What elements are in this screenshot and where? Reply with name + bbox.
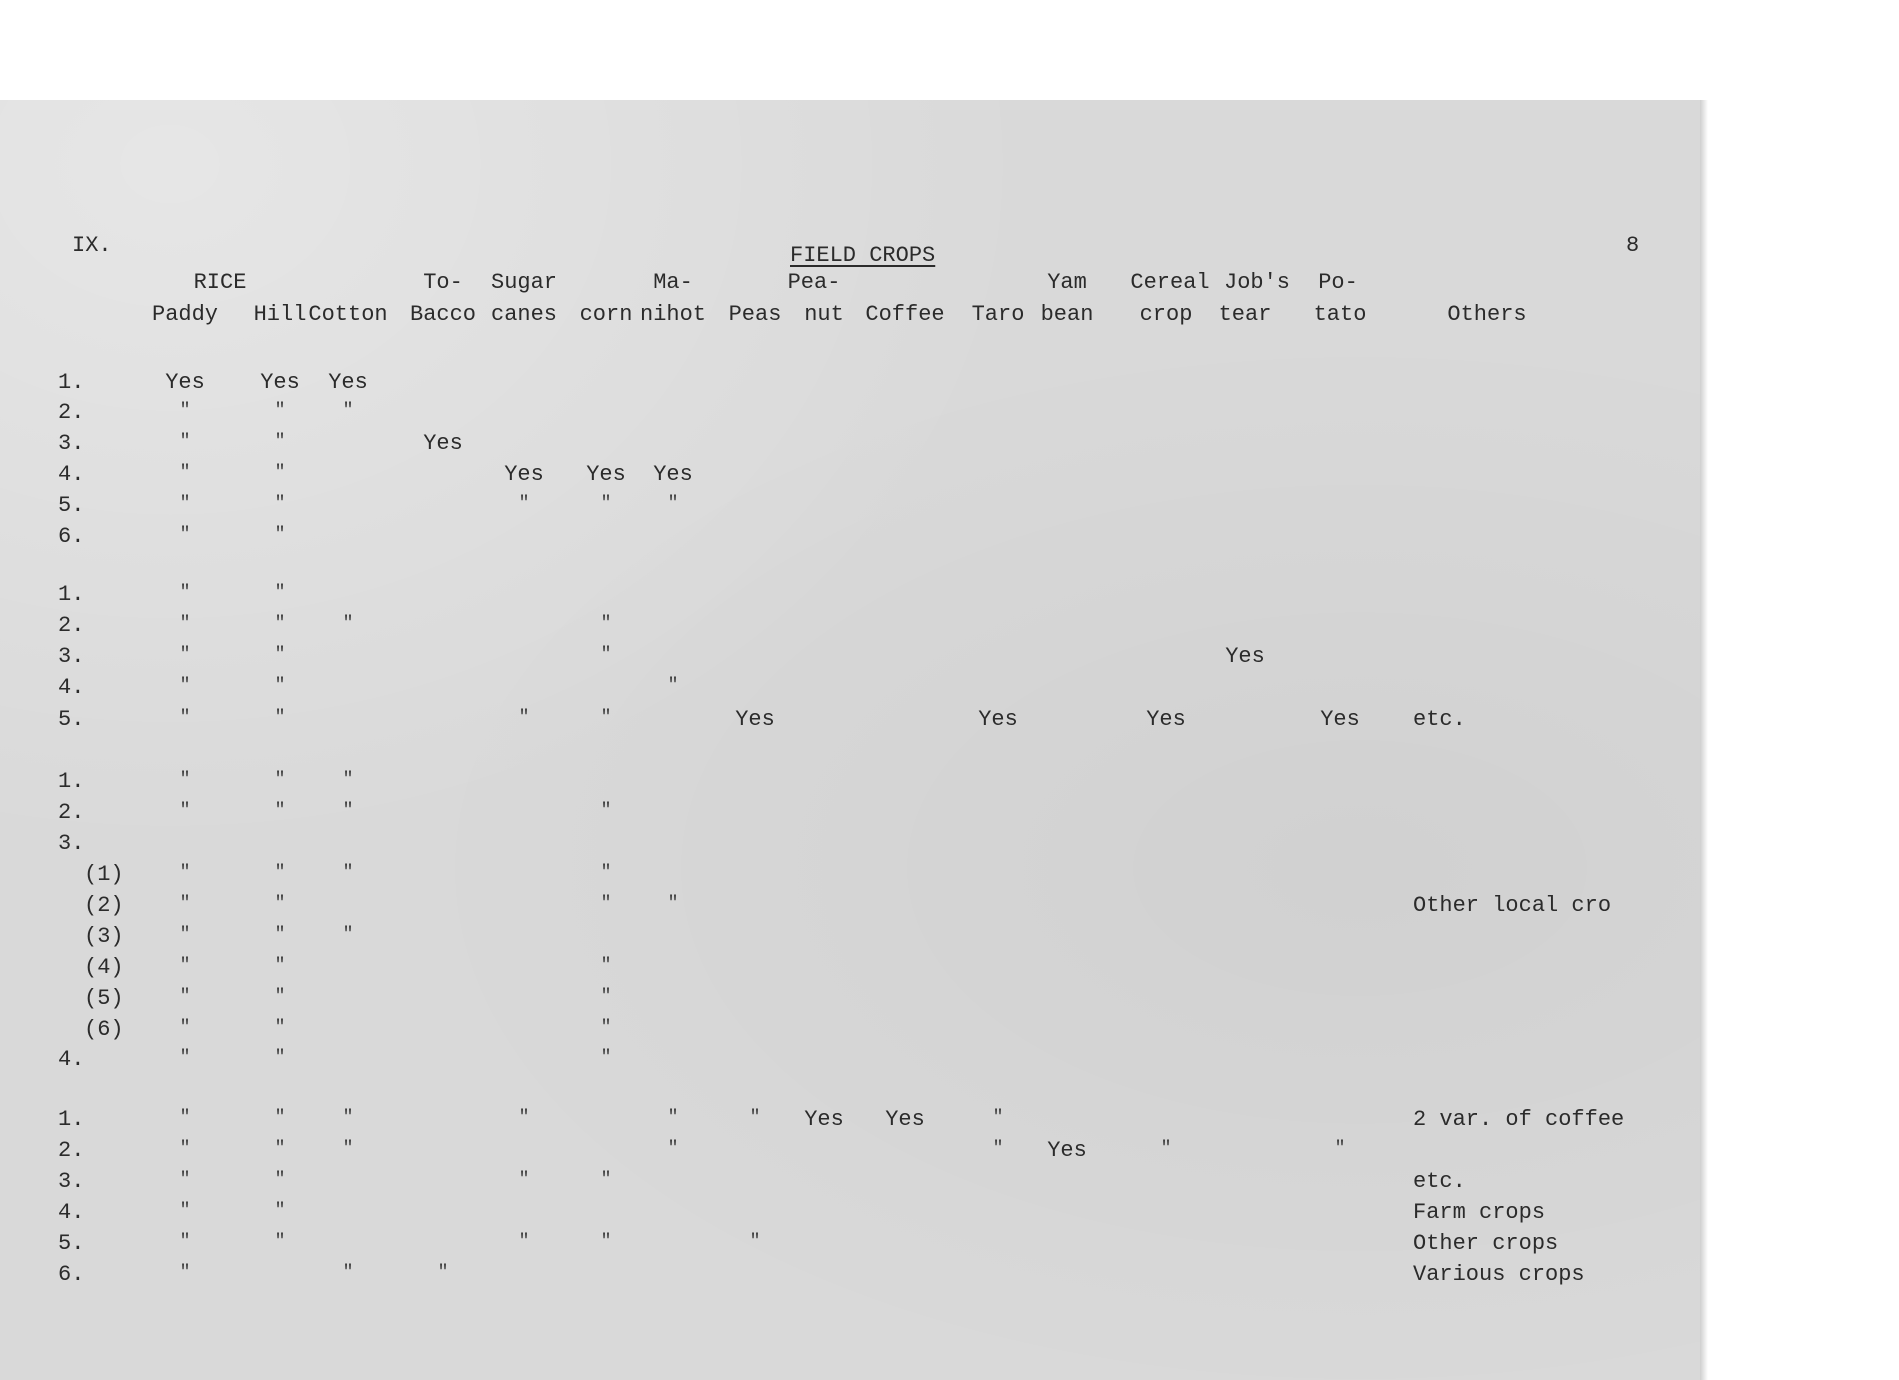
- ditto-mark: ": [600, 894, 612, 914]
- row-label: 1.: [58, 1107, 85, 1132]
- ditto-mark: ": [600, 863, 612, 883]
- page-number: 8: [1626, 233, 1640, 258]
- ditto-mark: ": [600, 1170, 612, 1190]
- ditto-mark: ": [179, 1232, 191, 1252]
- row-label: 2.: [58, 1138, 85, 1163]
- ditto-mark: ": [600, 987, 612, 1007]
- ditto-mark: ": [274, 987, 286, 1007]
- document-sheet: [0, 100, 1700, 1380]
- ditto-mark: ": [600, 1048, 612, 1068]
- ditto-mark: ": [342, 863, 354, 883]
- cell-others: etc.: [1413, 707, 1466, 732]
- ditto-mark: ": [667, 894, 679, 914]
- ditto-mark: ": [992, 1108, 1004, 1128]
- header-taro: Taro: [971, 302, 1025, 327]
- row-label: 4.: [58, 1047, 85, 1072]
- ditto-mark: ": [274, 432, 286, 452]
- header-sugar-top: Sugar: [490, 270, 558, 295]
- header-cereal-top: Cereal: [1130, 270, 1210, 295]
- row-label: 5.: [58, 493, 85, 518]
- ditto-mark: ": [179, 494, 191, 514]
- row-label: 3.: [58, 1169, 85, 1194]
- row-label: (1): [84, 862, 124, 887]
- ditto-mark: ": [274, 494, 286, 514]
- cell-yes: Yes: [978, 707, 1018, 732]
- header-potato: tato: [1313, 302, 1367, 327]
- ditto-mark: ": [274, 401, 286, 421]
- cell-yes: Yes: [804, 1107, 844, 1132]
- row-label: 2.: [58, 400, 85, 425]
- row-label: (3): [84, 924, 124, 949]
- ditto-mark: ": [179, 801, 191, 821]
- row-label: (6): [84, 1017, 124, 1042]
- ditto-mark: ": [274, 676, 286, 696]
- ditto-mark: ": [179, 1048, 191, 1068]
- ditto-mark: ": [274, 645, 286, 665]
- ditto-mark: ": [518, 1108, 530, 1128]
- ditto-mark: ": [342, 925, 354, 945]
- cell-others: Farm crops: [1413, 1200, 1546, 1225]
- header-jobs-top: Job's: [1223, 270, 1291, 295]
- ditto-mark: ": [274, 925, 286, 945]
- ditto-mark: ": [179, 1139, 191, 1159]
- ditto-mark: ": [667, 494, 679, 514]
- ditto-mark: ": [179, 708, 191, 728]
- row-label: 6.: [58, 524, 85, 549]
- sheet-edge: [1700, 100, 1708, 1380]
- row-label: 5.: [58, 1231, 85, 1256]
- ditto-mark: ": [600, 801, 612, 821]
- row-label: 1.: [58, 370, 85, 395]
- ditto-mark: ": [518, 708, 530, 728]
- ditto-mark: ": [179, 432, 191, 452]
- ditto-mark: ": [274, 1018, 286, 1038]
- cell-yes: Yes: [260, 370, 300, 395]
- header-peanut: nut: [804, 302, 844, 327]
- header-jobs: tear: [1218, 302, 1272, 327]
- ditto-mark: ": [179, 1201, 191, 1221]
- row-label: 4.: [58, 1200, 85, 1225]
- header-peas: Peas: [728, 302, 782, 327]
- row-label: 2.: [58, 613, 85, 638]
- cell-yes: Yes: [1320, 707, 1360, 732]
- section-label: IX.: [72, 233, 112, 258]
- ditto-mark: ": [274, 801, 286, 821]
- ditto-mark: ": [274, 770, 286, 790]
- ditto-mark: ": [179, 1018, 191, 1038]
- ditto-mark: ": [179, 525, 191, 545]
- ditto-mark: ": [274, 1139, 286, 1159]
- ditto-mark: ": [179, 863, 191, 883]
- row-label: 5.: [58, 707, 85, 732]
- ditto-mark: ": [274, 463, 286, 483]
- cell-others: Other crops: [1413, 1231, 1559, 1256]
- cell-yes: Yes: [586, 462, 626, 487]
- ditto-mark: ": [179, 614, 191, 634]
- header-peanut-top: Pea-: [787, 270, 841, 295]
- ditto-mark: ": [342, 1263, 354, 1283]
- ditto-mark: ": [179, 1263, 191, 1283]
- ditto-mark: ": [342, 401, 354, 421]
- ditto-mark: ": [274, 1048, 286, 1068]
- ditto-mark: ": [342, 1108, 354, 1128]
- ditto-mark: ": [179, 1170, 191, 1190]
- row-label: 2.: [58, 800, 85, 825]
- row-label: 4.: [58, 675, 85, 700]
- cell-yes: Yes: [423, 431, 463, 456]
- cell-yes: Yes: [1225, 644, 1265, 669]
- header-paddy: Paddy: [151, 302, 219, 327]
- header-tobacco: Bacco: [409, 302, 477, 327]
- ditto-mark: ": [179, 770, 191, 790]
- ditto-mark: ": [992, 1139, 1004, 1159]
- header-sugar: canes: [490, 302, 558, 327]
- ditto-mark: ": [667, 1139, 679, 1159]
- ditto-mark: ": [600, 956, 612, 976]
- ditto-mark: ": [342, 770, 354, 790]
- ditto-mark: ": [600, 494, 612, 514]
- ditto-mark: ": [274, 1108, 286, 1128]
- cell-others: etc.: [1413, 1169, 1466, 1194]
- header-cereal: crop: [1139, 302, 1193, 327]
- row-label: (5): [84, 986, 124, 1011]
- ditto-mark: ": [179, 894, 191, 914]
- ditto-mark: ": [179, 987, 191, 1007]
- ditto-mark: ": [274, 583, 286, 603]
- ditto-mark: ": [274, 1170, 286, 1190]
- header-coffee: Coffee: [865, 302, 945, 327]
- header-potato-top: Po-: [1318, 270, 1358, 295]
- cell-others: Various crops: [1413, 1262, 1585, 1287]
- ditto-mark: ": [274, 956, 286, 976]
- ditto-mark: ": [179, 401, 191, 421]
- header-rice-top: RICE: [193, 270, 247, 295]
- ditto-mark: ": [179, 676, 191, 696]
- ditto-mark: ": [179, 925, 191, 945]
- header-cotton: Cotton: [308, 302, 388, 327]
- cell-yes: Yes: [328, 370, 368, 395]
- cell-yes: Yes: [165, 370, 205, 395]
- ditto-mark: ": [667, 1108, 679, 1128]
- ditto-mark: ": [1334, 1139, 1346, 1159]
- header-manihot-top: Ma-: [653, 270, 693, 295]
- header-yam-top: Yam: [1047, 270, 1087, 295]
- ditto-mark: ": [342, 614, 354, 634]
- ditto-mark: ": [600, 614, 612, 634]
- row-label: 1.: [58, 582, 85, 607]
- ditto-mark: ": [1160, 1139, 1172, 1159]
- ditto-mark: ": [600, 1018, 612, 1038]
- page-title: FIELD CROPS: [790, 243, 936, 268]
- ditto-mark: ": [518, 1232, 530, 1252]
- ditto-mark: ": [600, 1232, 612, 1252]
- row-label: 6.: [58, 1262, 85, 1287]
- ditto-mark: ": [274, 614, 286, 634]
- row-label: 4.: [58, 462, 85, 487]
- ditto-mark: ": [437, 1263, 449, 1283]
- cell-yes: Yes: [1146, 707, 1186, 732]
- cell-yes: Yes: [885, 1107, 925, 1132]
- header-manihot: nihot: [639, 302, 707, 327]
- ditto-mark: ": [600, 645, 612, 665]
- ditto-mark: ": [274, 708, 286, 728]
- row-label: 3.: [58, 644, 85, 669]
- ditto-mark: ": [749, 1232, 761, 1252]
- row-label: (4): [84, 955, 124, 980]
- ditto-mark: ": [274, 525, 286, 545]
- row-label: 1.: [58, 769, 85, 794]
- ditto-mark: ": [274, 1232, 286, 1252]
- cell-yes: Yes: [735, 707, 775, 732]
- row-label: 3.: [58, 431, 85, 456]
- cell-yes: Yes: [653, 462, 693, 487]
- ditto-mark: ": [179, 463, 191, 483]
- cell-others: 2 var. of coffee: [1413, 1107, 1625, 1132]
- header-tobacco-top: To-: [423, 270, 463, 295]
- ditto-mark: ": [342, 1139, 354, 1159]
- ditto-mark: ": [274, 1201, 286, 1221]
- ditto-mark: ": [274, 894, 286, 914]
- ditto-mark: ": [749, 1108, 761, 1128]
- row-label: (2): [84, 893, 124, 918]
- ditto-mark: ": [274, 863, 286, 883]
- header-others: Others: [1447, 302, 1527, 327]
- ditto-mark: ": [518, 1170, 530, 1190]
- ditto-mark: ": [179, 583, 191, 603]
- row-label: 3.: [58, 831, 85, 856]
- header-hill: Hill: [253, 302, 307, 327]
- cell-yes: Yes: [1047, 1138, 1087, 1163]
- cell-yes: Yes: [504, 462, 544, 487]
- ditto-mark: ": [600, 708, 612, 728]
- cell-others: Other local cro: [1413, 893, 1612, 918]
- ditto-mark: ": [342, 801, 354, 821]
- header-corn: corn: [579, 302, 633, 327]
- ditto-mark: ": [179, 956, 191, 976]
- ditto-mark: ": [667, 676, 679, 696]
- ditto-mark: ": [179, 645, 191, 665]
- header-yam: bean: [1040, 302, 1094, 327]
- ditto-mark: ": [179, 1108, 191, 1128]
- ditto-mark: ": [518, 494, 530, 514]
